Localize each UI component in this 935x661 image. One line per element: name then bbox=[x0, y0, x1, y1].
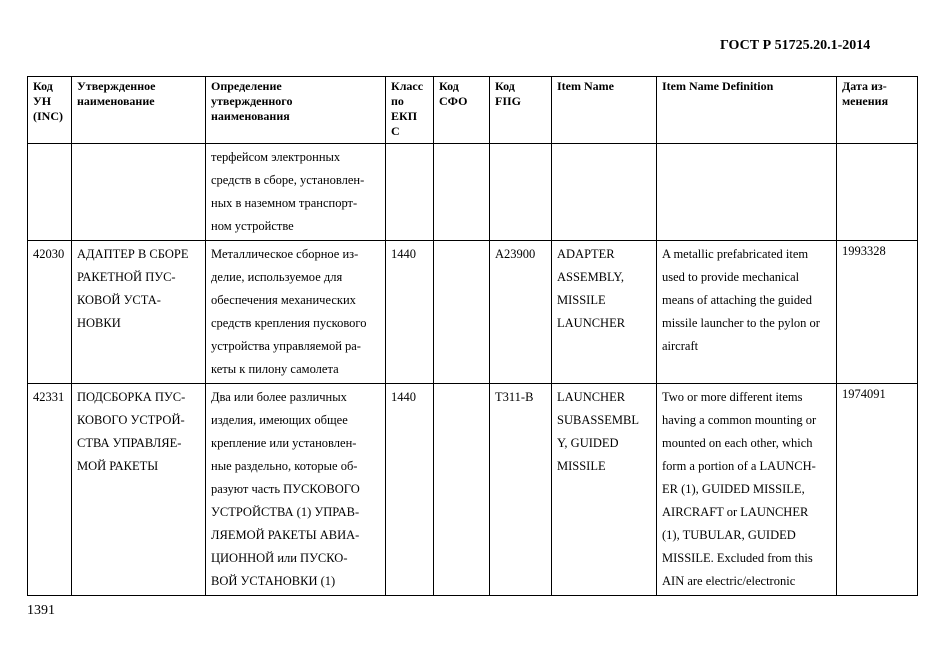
cell-date: 1993328 bbox=[837, 241, 918, 384]
cell-definition: терфейсом электронных средств в сборе, установлен- ных в наземном транспорт- ном устройстве bbox=[206, 144, 386, 241]
cell-sfo bbox=[434, 144, 490, 241]
cell-item-name: ADAPTER ASSEMBLY, MISSILE LAUNCHER bbox=[552, 241, 657, 384]
page-number: 1391 bbox=[27, 603, 55, 618]
column-header-approved-name: Утвержденное наименование bbox=[72, 77, 206, 144]
cell-ekps: 1440 bbox=[386, 384, 434, 596]
table-header-row bbox=[28, 77, 918, 144]
column-header-fiig-code: Код FIIG bbox=[490, 77, 552, 144]
table-row bbox=[28, 241, 918, 384]
cell-inc: 42030 bbox=[28, 241, 72, 384]
cell-name: ПОДСБОРКА ПУС- КОВОГО УСТРОЙ- СТВА УПРАВЛЯЕ- МОЙ РАКЕТЫ bbox=[72, 384, 206, 596]
cell-inc: 42331 bbox=[28, 384, 72, 596]
cell-item-definition: Two or more different items having a common mounting or mounted on each other, which form a portion of a LAUNCH- ER (1), GUIDED MISSILE, AIRCRAFT or LAUNCHER (1), TUBULAR, GUIDED MISSILE. Excluded from this AIN are electric/electronic bbox=[657, 384, 837, 596]
cell-item-definition bbox=[657, 144, 837, 241]
column-header-item-name-definition: Item Name Definition bbox=[657, 77, 837, 144]
cell-name: АДАПТЕР В СБОРЕ РАКЕТНОЙ ПУС- КОВОЙ УСТА- НОВКИ bbox=[72, 241, 206, 384]
cell-fiig: A23900 bbox=[490, 241, 552, 384]
catalog-table bbox=[27, 76, 918, 596]
cell-fiig: T311-B bbox=[490, 384, 552, 596]
cell-sfo bbox=[434, 384, 490, 596]
cell-item-name: LAUNCHER SUBASSEMBL Y, GUIDED MISSILE bbox=[552, 384, 657, 596]
cell-item-definition: A metallic prefabricated item used to provide mechanical means of attaching the guided missile launcher to the pylon or aircraft bbox=[657, 241, 837, 384]
column-header-ekps-class: Класс по ЕКП С bbox=[386, 77, 434, 144]
table-row bbox=[28, 384, 918, 596]
cell-fiig bbox=[490, 144, 552, 241]
cell-inc bbox=[28, 144, 72, 241]
column-header-change-date: Дата из- менения bbox=[837, 77, 918, 144]
cell-definition: Два или более различных изделия, имеющих общее крепление или установлен- ные раздельно, которые об- разуют часть ПУСКОВОГО УСТРОЙСТВА (1) УПРАВ- ЛЯЕМОЙ РАКЕТЫ АВИА- ЦИОННОЙ или ПУСКО- ВОЙ УСТАНОВКИ (1) bbox=[206, 384, 386, 596]
cell-date bbox=[837, 144, 918, 241]
cell-definition: Металлическое сборное из- делие, используемое для обеспечения механических средств крепления пускового устройства управляемой ра- кеты к пилону самолета bbox=[206, 241, 386, 384]
cell-sfo bbox=[434, 241, 490, 384]
column-header-item-name: Item Name bbox=[552, 77, 657, 144]
column-header-definition: Определение утвержденного наименования bbox=[206, 77, 386, 144]
cell-name bbox=[72, 144, 206, 241]
cell-ekps: 1440 bbox=[386, 241, 434, 384]
cell-date: 1974091 bbox=[837, 384, 918, 596]
column-header-sfo-code: Код СФО bbox=[434, 77, 490, 144]
cell-ekps bbox=[386, 144, 434, 241]
standard-header: ГОСТ Р 51725.20.1-2014 bbox=[720, 38, 871, 53]
column-header-inc: Код УН (INC) bbox=[28, 77, 72, 144]
cell-item-name bbox=[552, 144, 657, 241]
table-row-continuation bbox=[28, 144, 918, 241]
